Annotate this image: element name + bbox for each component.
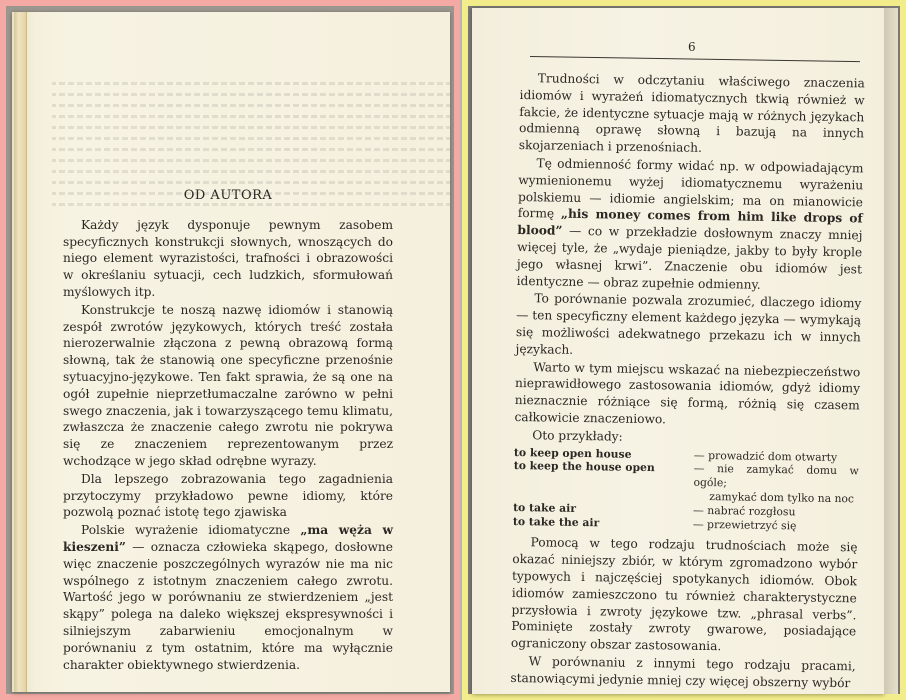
example-definition: — nie zamykać domu w ogóle; — [693, 462, 859, 490]
idiom-bold: „ma węża w kieszeni” — [63, 523, 393, 554]
idiom-bold: „his money comes from him like drops of blood” — [517, 207, 863, 238]
example-definition: — prowadzić dom otwarty — [693, 448, 838, 464]
text-run: Tę odmienność formy widać np. w odpowiadającym wymienionemu wyżej idiomatycznemu wyrażeniu polskiemu — idiomie angielskim; ma on mianowicie formę — [517, 156, 864, 222]
paragraph: Pomocą w tego rodzaju trudnościach może się okazać niniejszy zbiór, w którym zgromadzono wybór typowych i najczęściej spotykanych idiomów. Obok idiomów zamieszczono tu również charakterystyczne przysłowia i zwroty językowe tzw. „phrasal verbs”. Pominięte zostały zwroty gwarowe, posiadające ograniczony obszar zastosowania. — [510, 535, 858, 654]
example-definition: — nabrać rozgłosu — [693, 503, 796, 519]
paragraph: To porównanie pozwala zrozumieć, dlaczego idiomy — ten specyficzny element każdego języka — wymykają się możliwości adekwatnego przekazu ich w innych językach. — [515, 291, 862, 357]
page-number: 6 — [688, 40, 696, 54]
paragraph: Trudności w odczytaniu właściwego znaczenia idiomów i wyrażeń idiomatycznych tkwią również w fakcie, że identyczne sytuacje mają w różnych językach odmienną oprawę słowną i bazują na innych skojarzeniach i przenośniach. — [518, 71, 865, 156]
paragraph: Warto w tym miejscu wskazać na niebezpieczeństwo nieprawidłowego zastosowania idiomów, gdyż idiomy nieznacznie różniące się formą, różnią się czasem całkowicie znaczeniowo. — [514, 359, 861, 427]
paragraph: W porównaniu z innymi tego rodzaju pracami, stanowiącymi jedynie mniej czy więcej obszerny wybór — [510, 654, 856, 690]
text-run: Polskie wyrażenie idiomatyczne — [81, 523, 301, 538]
paragraph: Każdy język dysponuje pewnym zasobem specyficznych konstrukcji słownych, wnoszących do niego element wyrazistości, trafności i obrazowości w określaniu sytuacji, cech ludzkich, sformułowań myślowych itp. — [63, 217, 393, 299]
paragraph: Dla lepszego zobrazowania tego zagadnienia przytoczymy przykładowo pewne idiomy, które pozwolą poznać istotę tego zjawiska — [63, 471, 393, 520]
right-page-edge — [884, 8, 898, 694]
text-run: — oznacza człowieka skąpego, dosłowne więc znaczenie poszczególnych wyrazów nie ma nic wspólnego z istotnym znaczeniem całego zwrotu. Wartość jego w porównaniu ze stwierdzeniem „jest skąpy” polega na daleko większej ekspresywności i silniejszym zabarwieniu emocjonalnym w porównaniu z tym ostatnim, które ma wyłącznie charakter obiektywnego stwierdzenia. — [63, 539, 393, 672]
example-term: to keep open house — [513, 445, 632, 461]
example-term: to take air — [513, 500, 577, 515]
left-page-text — [63, 188, 393, 674]
paragraph — [517, 155, 864, 295]
book-spine-binding — [14, 12, 27, 692]
paragraph — [63, 522, 393, 673]
example-definition: zamykać dom tylko na noc — [709, 489, 855, 506]
examples-list — [513, 445, 859, 533]
right-page-text — [510, 70, 865, 693]
paragraph: Oto przykłady: — [532, 427, 623, 444]
page-heading: OD AUTORA — [183, 188, 273, 203]
example-term: to keep the house open — [513, 459, 655, 475]
text-run: — co w przekładzie dosłownym znaczy mniej więcej tyle, że „wydaje pieniądze, jakby to były krople jego własnej krwi”. Znaczenie obu idiomów jest identyczne — obraz zupełnie odmienny. — [516, 223, 863, 292]
example-term: to take the air — [512, 514, 600, 529]
example-definition: — przewietrzyć się — [692, 517, 797, 532]
paragraph: Konstrukcje te noszą nazwę idiomów i stanowią zespół zwrotów językowych, których treść została nierozerwalnie złączona z pewną obrazową formą słowną, tak że stanowią one specyficzne przenośnie sytuacyjno-językowe. Ten fakt sprawia, że są one na ogół zupełnie nieprzetłumaczalne zarówno w pełni swego znaczenia, jak i towarzyszącego temu klimatu, zwłaszcza że znaczenie całego zwrotu nie pokrywa się ze znaczeniem reprezentowanym przez wchodzące w jego skład odrębne wyrazy. — [63, 302, 393, 468]
